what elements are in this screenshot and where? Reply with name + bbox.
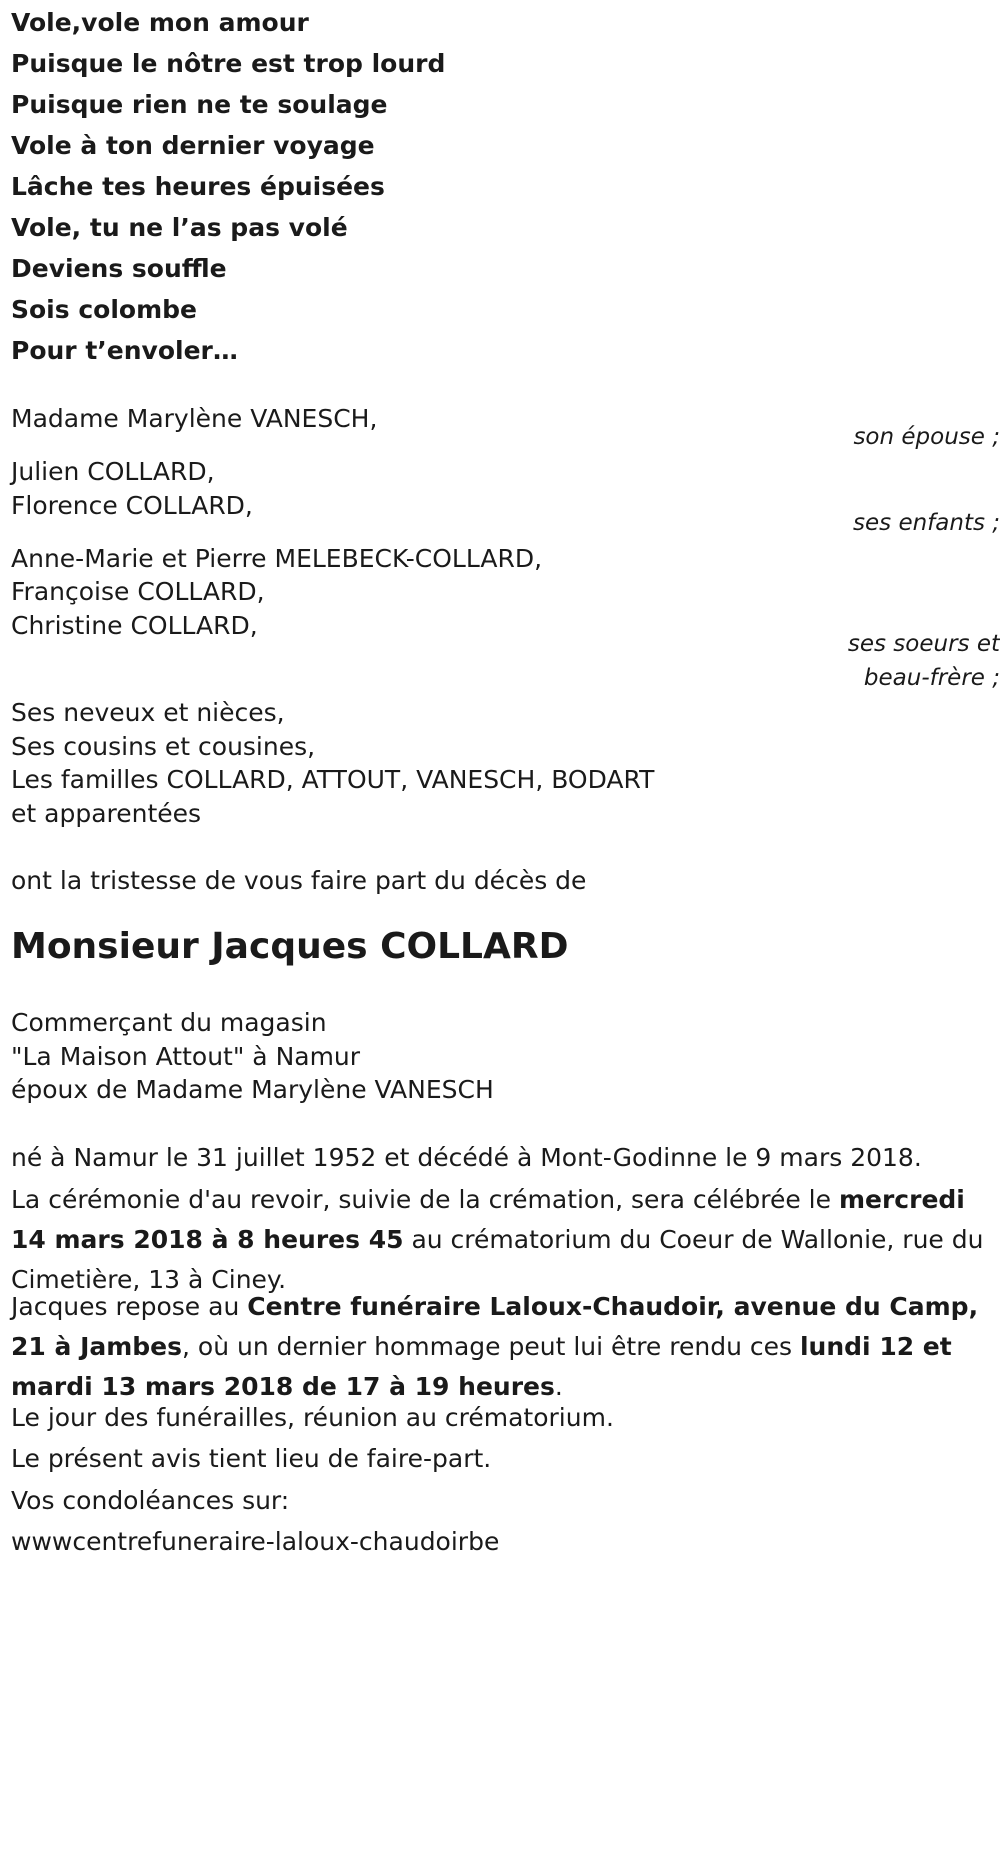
poem-line: Vole, tu ne l’as pas volé: [11, 213, 348, 242]
family-line: Les familles COLLARD, ATTOUT, VANESCH, BODART: [11, 765, 655, 794]
rest-place: Centre funéraire Laloux-Chaudoir, avenue du Camp, 21 à Jambes: [11, 1292, 979, 1361]
poem-line: Puisque le nôtre est trop lourd: [11, 49, 446, 78]
ceremony-date: mercredi 14 mars 2018 à 8 heures 45: [11, 1185, 965, 1254]
sibling-name: Christine COLLARD,: [11, 611, 258, 640]
ceremony-paragraph: [11, 1180, 996, 1300]
condolences-label: Vos condoléances sur:: [11, 1486, 290, 1515]
poem-line: Vole,vole mon amour: [11, 8, 309, 37]
description-line: époux de Madame Marylène VANESCH: [11, 1075, 494, 1104]
website-link[interactable]: wwwcentrefuneraire-laloux-chaudoirbe: [11, 1527, 500, 1556]
poem-line: Deviens souffle: [11, 254, 227, 283]
family-line: Ses cousins et cousines,: [11, 732, 316, 761]
rest-end: .: [554, 1372, 563, 1401]
ceremony-intro: La cérémonie d'au revoir, suivie de la crémation, sera célébrée le: [11, 1185, 839, 1214]
rest-intro: Jacques repose au: [11, 1292, 248, 1321]
family-line: Ses neveux et nièces,: [11, 698, 285, 727]
poem-line: Vole à ton dernier voyage: [11, 131, 375, 160]
poem-line: Lâche tes heures épuisées: [11, 172, 385, 201]
poem-line: Sois colombe: [11, 295, 197, 324]
sibling-name: Françoise COLLARD,: [11, 577, 265, 606]
spouse-role: son épouse ;: [853, 424, 1000, 450]
rest-paragraph: [11, 1287, 996, 1407]
deceased-name: Monsieur Jacques COLLARD: [11, 926, 569, 967]
ceremony-place: au crématorium du Coeur de Wallonie, rue du Cimetière, 13 à Ciney.: [11, 1225, 984, 1294]
poem-line: Pour t’envoler…: [11, 336, 238, 365]
rest-middle: , où un dernier hommage peut lui être rendu ces: [182, 1332, 800, 1361]
funeral-day: Le jour des funérailles, réunion au crématorium.: [11, 1403, 614, 1432]
rest-dates: lundi 12 et mardi 13 mars 2018 de 17 à 19 heures: [11, 1332, 952, 1401]
siblings-role: ses soeurs et: [847, 631, 1000, 657]
description-line: "La Maison Attout" à Namur: [11, 1042, 361, 1071]
notice: Le présent avis tient lieu de faire-part.: [11, 1444, 492, 1473]
spouse-name: Madame Marylène VANESCH,: [11, 404, 378, 433]
poem-line: Puisque rien ne te soulage: [11, 90, 388, 119]
sibling-name: Anne-Marie et Pierre MELEBECK-COLLARD,: [11, 544, 543, 573]
child-name: Julien COLLARD,: [11, 457, 215, 486]
birth-death: né à Namur le 31 juillet 1952 et décédé à Mont-Godinne le 9 mars 2018.: [11, 1143, 922, 1172]
announcement: ont la tristesse de vous faire part du décès de: [11, 866, 587, 895]
child-name: Florence COLLARD,: [11, 491, 253, 520]
description-line: Commerçant du magasin: [11, 1008, 327, 1037]
siblings-role: beau-frère ;: [863, 665, 1000, 691]
children-role: ses enfants ;: [853, 510, 1000, 536]
family-line: et apparentées: [11, 799, 202, 828]
